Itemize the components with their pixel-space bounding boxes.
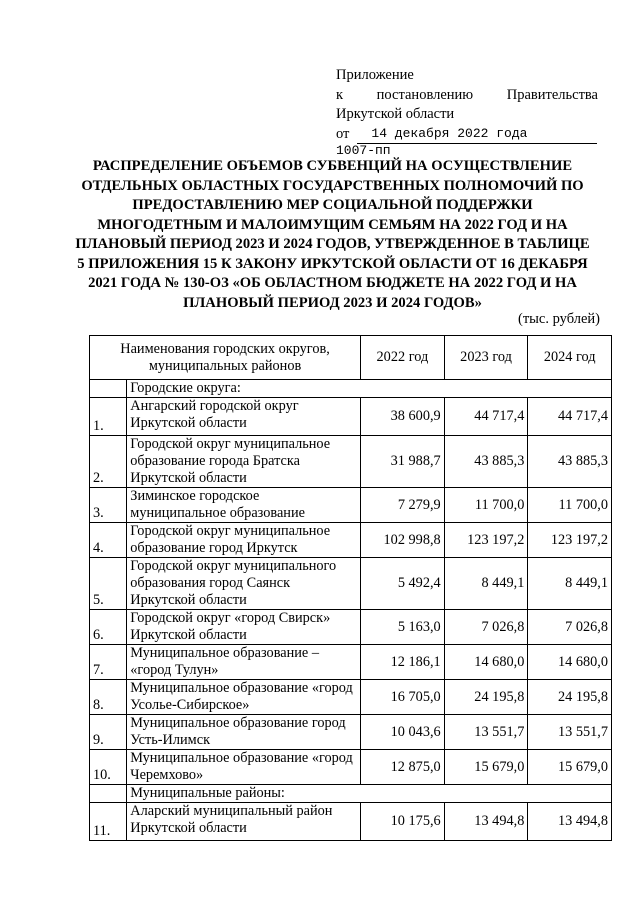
table-header-row (90, 336, 612, 380)
row-index: 1. (90, 398, 127, 436)
row-index: 10. (90, 750, 127, 785)
table-section-row (90, 380, 612, 398)
row-name: Городской округ муниципальное образование города Братска Иркутской области (127, 436, 361, 488)
appendix-region: Иркутской области (336, 106, 455, 122)
value-2024: 123 197,2 (528, 523, 612, 558)
value-2024: 7 026,8 (528, 610, 612, 645)
document-title: РАСПРЕДЕЛЕНИЕ ОБЪЕМОВ СУБВЕНЦИЙ НА ОСУЩЕСТВЛЕНИЕ ОТДЕЛЬНЫХ ОБЛАСТНЫХ ГОСУДАРСТВЕННЫХ ПОЛНОМОЧИЙ ПО ПРЕДОСТАВЛЕНИЮ МЕР СОЦИАЛЬНОЙ ПОДДЕРЖКИ МНОГОДЕТНЫМ И МАЛОИМУЩИМ СЕМЬЯМ НА 2022 ГОД И НА ПЛАНОВЫЙ ПЕРИОД 2023 И 2024 ГОДОВ, УТВЕРЖДЕННОЕ В ТАБЛИЦЕ 5 ПРИЛОЖЕНИЯ 15 К ЗАКОНУ ИРКУТСКОЙ ОБЛАСТИ ОТ 16 ДЕКАБРЯ 2021 ГОДА № 130-ОЗ «ОБ ОБЛАСТНОМ БЮДЖЕТЕ НА 2022 ГОД И НА ПЛАНОВЫЙ ПЕРИОД 2023 И 2024 ГОДОВ» (75, 158, 590, 311)
appendix-number: 1007-пп (336, 143, 391, 158)
table-row (90, 436, 612, 488)
appendix-resolution-line (336, 86, 598, 106)
table-row (90, 645, 612, 680)
row-index: 11. (90, 803, 127, 841)
value-2024: 44 717,4 (528, 398, 612, 436)
appendix-date: 14 декабря 2022 года (357, 125, 597, 145)
header-name: Наименования городских округов, муниципальных районов (90, 336, 361, 380)
value-2022: 38 600,9 (361, 398, 445, 436)
value-2023: 15 679,0 (444, 750, 528, 785)
section-index-cell (90, 380, 127, 398)
units-label: (тыс. рублей) (518, 311, 600, 327)
appendix-line: Приложение (336, 67, 414, 83)
appendix-resolution: постановлению (376, 86, 474, 103)
row-index: 8. (90, 680, 127, 715)
table-row (90, 715, 612, 750)
appendix-date-line (336, 125, 598, 145)
table-body (90, 380, 612, 841)
table-row (90, 523, 612, 558)
header-2024: 2024 год (528, 336, 612, 380)
row-name: Муниципальное образование – «город Тулун» (127, 645, 361, 680)
row-name: Городской округ «город Свирск» Иркутской области (127, 610, 361, 645)
table-section-row (90, 785, 612, 803)
appendix-block (336, 66, 598, 158)
row-index: 5. (90, 558, 127, 610)
header-2023: 2023 год (444, 336, 528, 380)
value-2022: 10 043,6 (361, 715, 445, 750)
value-2023: 24 195,8 (444, 680, 528, 715)
value-2023: 123 197,2 (444, 523, 528, 558)
header-2022: 2022 год (361, 336, 445, 380)
value-2023: 43 885,3 (444, 436, 528, 488)
row-name: Аларский муниципальный район Иркутской области (127, 803, 361, 841)
value-2024: 43 885,3 (528, 436, 612, 488)
row-name: Муниципальное образование «город Черемхово» (127, 750, 361, 785)
section-index-cell (90, 785, 127, 803)
table-row (90, 488, 612, 523)
value-2023: 14 680,0 (444, 645, 528, 680)
row-name: Ангарский городской округ Иркутской области (127, 398, 361, 436)
row-name: Городской округ муниципальное образование город Иркутск (127, 523, 361, 558)
value-2024: 13 494,8 (528, 803, 612, 841)
row-name: Муниципальное образование город Усть-Илимск (127, 715, 361, 750)
value-2022: 12 875,0 (361, 750, 445, 785)
value-2023: 7 026,8 (444, 610, 528, 645)
table-row (90, 558, 612, 610)
row-index: 2. (90, 436, 127, 488)
value-2024: 24 195,8 (528, 680, 612, 715)
table-row (90, 803, 612, 841)
row-index: 6. (90, 610, 127, 645)
table-row (90, 398, 612, 436)
row-index: 7. (90, 645, 127, 680)
appendix-government: Правительства (506, 86, 598, 103)
value-2022: 7 279,9 (361, 488, 445, 523)
table-row (90, 610, 612, 645)
value-2024: 13 551,7 (528, 715, 612, 750)
value-2024: 14 680,0 (528, 645, 612, 680)
value-2023: 13 551,7 (444, 715, 528, 750)
row-index: 4. (90, 523, 127, 558)
row-index: 3. (90, 488, 127, 523)
appendix-date-prefix: от (336, 125, 350, 142)
value-2024: 11 700,0 (528, 488, 612, 523)
value-2022: 16 705,0 (361, 680, 445, 715)
table-row (90, 680, 612, 715)
value-2023: 8 449,1 (444, 558, 528, 610)
section-label: Городские округа: (127, 380, 612, 398)
value-2023: 44 717,4 (444, 398, 528, 436)
value-2024: 15 679,0 (528, 750, 612, 785)
value-2022: 5 492,4 (361, 558, 445, 610)
value-2022: 102 998,8 (361, 523, 445, 558)
row-name: Муниципальное образование «город Усолье-Сибирское» (127, 680, 361, 715)
subsidy-table (89, 335, 612, 841)
row-name: Городской округ муниципального образования город Саянск Иркутской области (127, 558, 361, 610)
section-label: Муниципальные районы: (127, 785, 612, 803)
appendix-prep: к (336, 86, 344, 103)
row-name: Зиминское городское муниципальное образование (127, 488, 361, 523)
value-2022: 10 175,6 (361, 803, 445, 841)
value-2022: 5 163,0 (361, 610, 445, 645)
value-2023: 11 700,0 (444, 488, 528, 523)
value-2022: 31 988,7 (361, 436, 445, 488)
value-2023: 13 494,8 (444, 803, 528, 841)
table-row (90, 750, 612, 785)
value-2024: 8 449,1 (528, 558, 612, 610)
value-2022: 12 186,1 (361, 645, 445, 680)
row-index: 9. (90, 715, 127, 750)
